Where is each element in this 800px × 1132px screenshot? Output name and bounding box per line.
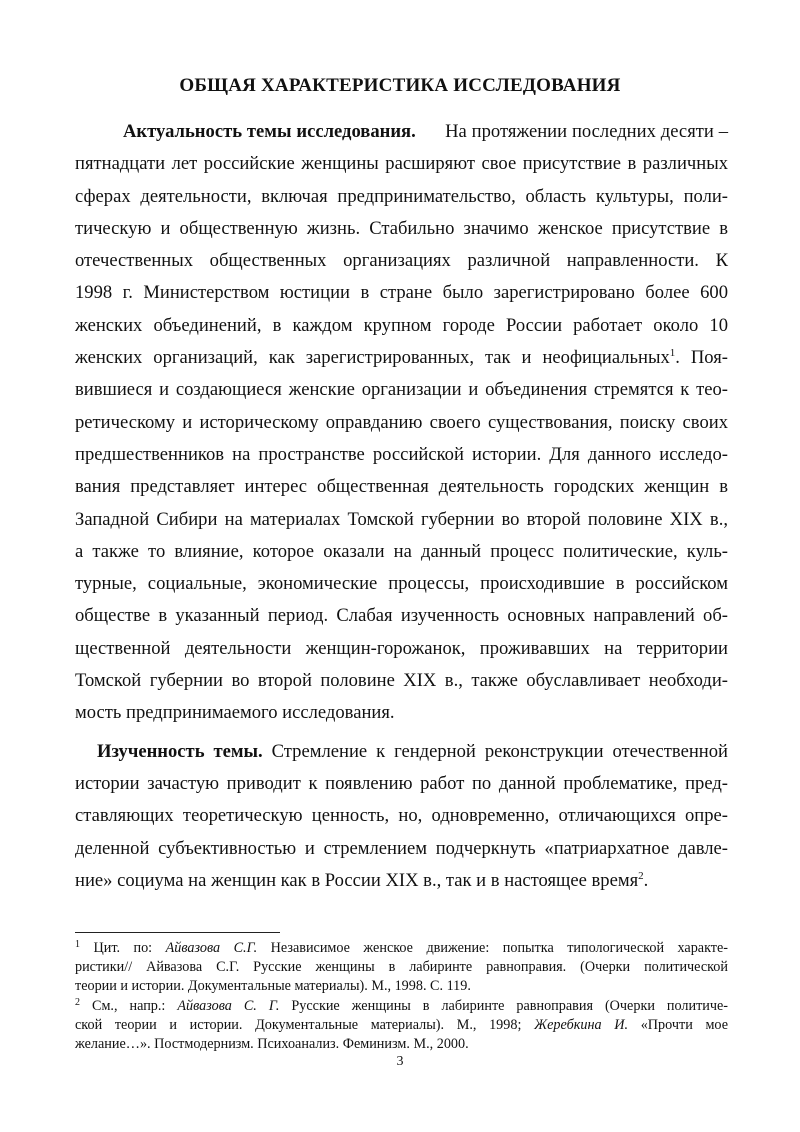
paragraph-1-line: тическую и общественную жизнь. Стабильно значимо женское присутствие в xyxy=(75,217,728,239)
footnote-2-line: желание…». Постмодернизм. Психоанализ. Феминизм. М., 2000. xyxy=(75,1035,469,1052)
footnote-1-line: теории и истории. Документальные материалы). М., 1998. С. 119. xyxy=(75,978,471,995)
paragraph-1-line: турные, социальные, экономические процессы, происходившие в российском xyxy=(75,573,728,595)
paragraph-1-line: Актуальность темы исследования. На протяжении последних десяти – xyxy=(123,121,729,142)
section-heading-relevance: Актуальность темы исследования. xyxy=(123,121,416,142)
paragraph-1-line: пятнадцати лет российские женщины расширяют свое присутствие в различных xyxy=(75,153,728,175)
footnote-2-line: ской теории и истории. Документальные материалы). М., 1998; Жеребкина И. «Прочти мое xyxy=(75,1016,728,1033)
paragraph-1-line: предшественников на пространстве российской истории. Для данного исследо- xyxy=(75,443,728,465)
footnote-ref-1: 1 xyxy=(669,347,676,360)
paragraph-1-line: а также то влияние, которое оказали на данный процесс политические, куль- xyxy=(75,540,728,562)
paragraph-2-line: ние» социума на женщин как в России XIX в., так и в настоящее время$^2$. xyxy=(75,869,649,891)
paragraph-1-line: Томской губернии во второй половине XIX в., также обуславливает необходи- xyxy=(75,670,728,692)
paragraph-1-line: сферах деятельности, включая предпринимательство, область культуры, поли- xyxy=(75,185,728,207)
paragraph-1-line: женских объединений, в каждом крупном городе России работает около 10 xyxy=(75,314,728,336)
paragraph-2-line: истории зачастую приводит к появлению работ по данной проблематике, пред- xyxy=(75,772,728,794)
section-heading-study: Изученность темы. xyxy=(97,740,263,762)
body-text xyxy=(75,116,728,897)
paragraph-1-line: обществе в указанный период. Слабая изученность основных направлений об- xyxy=(75,605,728,627)
page-title: ОБЩАЯ ХАРАКТЕРИСТИКА ИССЛЕДОВАНИЯ xyxy=(179,75,621,96)
footnote-separator xyxy=(75,932,280,933)
paragraph-2-line: деленной субъективностью и стремлением подчеркнуть «патриархатное давле- xyxy=(75,837,728,859)
paragraph-1-line: женских организаций, как зарегистрированных, так и неофициальных$^1$. Поя- xyxy=(75,347,728,369)
footnote-1-line: ристики// Айвазова С.Г. Русские женщины в лабиринте равноправия. (Очерки политической xyxy=(75,959,728,976)
paragraph-1-line: 1998 г. Министерством юстиции в стране было зарегистрировано более 600 xyxy=(75,282,728,304)
paragraph-1-line: мость предпринимаемого исследования. xyxy=(75,702,395,724)
paragraph-2-line: Изученность темы. Стремление к гендерной реконструкции отечественной xyxy=(97,740,728,762)
paragraph-2-line: ставляющих теоретическую ценность, но, одновременно, отличающихся опре- xyxy=(75,805,728,827)
paragraph-1-line: щественной деятельности женщин-горожанок, проживавших на территории xyxy=(75,637,728,659)
paragraph-1-line: отечественных общественных организациях различной направленности. К xyxy=(75,250,728,272)
paragraph-1-line: вания представляет интерес общественная деятельность городских женщин в xyxy=(75,476,728,498)
page-number: 3 xyxy=(396,1054,404,1069)
paragraph-1-line: ретическому и историческому оправданию своего существования, поиску своих xyxy=(75,411,728,433)
footnote-1: $^1$ Цит. по: Айвазова С.Г. Независимое женское движение: попытка типологической характе- xyxy=(75,939,729,956)
paragraph-1-line: Западной Сибири на материалах Томской губернии во второй половине XIX в., xyxy=(75,508,728,530)
footnotes xyxy=(75,939,728,1054)
footnote-2: $^2$ См., напр.: Айвазова С. Г. Русские женщины в лабиринте равноправия (Очерки политиче- xyxy=(75,996,729,1014)
footnote-ref-2: 2 xyxy=(638,869,644,882)
paragraph-1-line: вившиеся и создающиеся женские организации и объединения стремятся к тео- xyxy=(75,379,728,401)
